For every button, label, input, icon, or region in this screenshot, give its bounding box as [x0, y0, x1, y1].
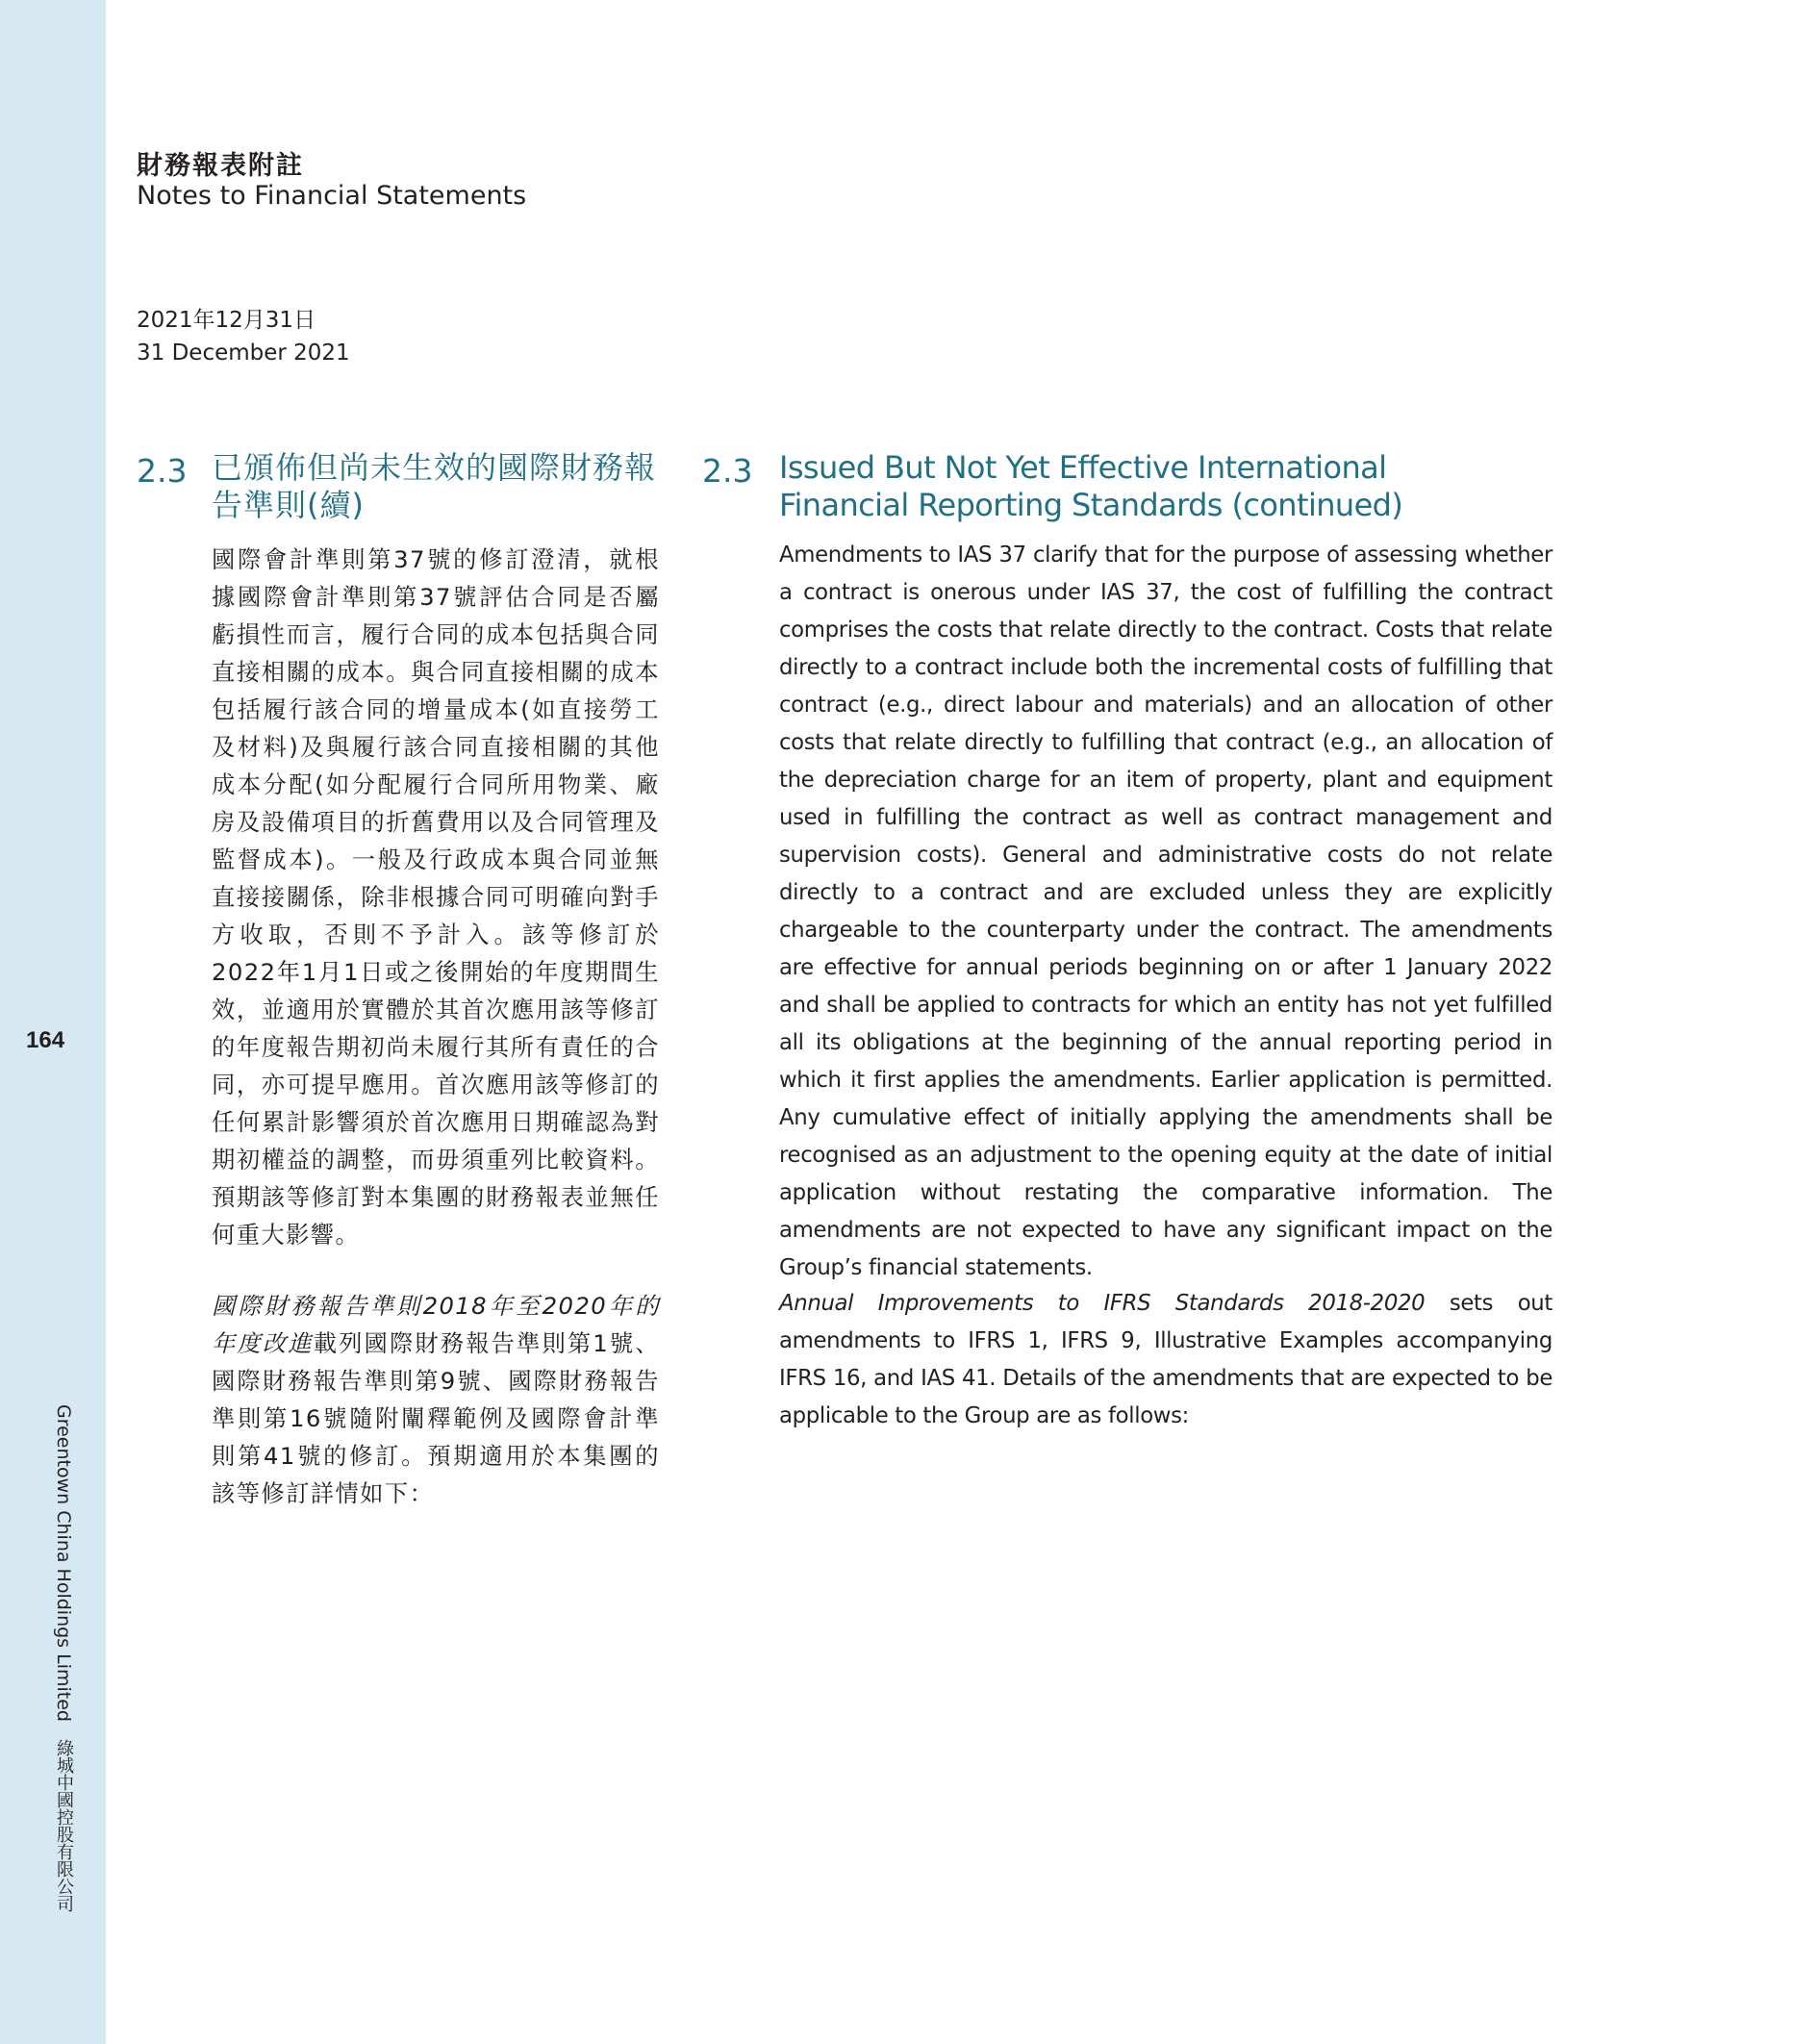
header-title-en: Notes to Financial Statements — [137, 181, 527, 211]
paragraph-en-2 — [779, 1285, 1552, 1435]
section-title-en: Issued But Not Yet Effective International Financial Reporting Standards (continued) — [779, 449, 1403, 523]
paragraph-en-1: Amendments to IAS 37 clarify that for the purpose of assessing whether a contract is onerous under IAS 37, the cost of fulfilling the contract comprises the costs that relate directly to the contract. Costs that relate directly to a contract include both the incremental costs of fulfilling that contract (e.g., direct labour and materials) and an allocation of other costs that relate directly to fulfilling that contract (e.g., an allocation of the depreciation charge for an item of property, plant and equipment used in fulfilling the contract as well as contract management and supervision costs). General and administrative costs do not relate directly to a contract and are excluded unless they are explicitly chargeable to the counterparty under the contract. The amendments are effective for annual periods beginning on or after 1 January 2022 and shall be applied to contracts for which an entity has not yet fulfilled all its obligations at the beginning of the annual reporting period in which it first applies the amendments. Earlier application is permitted. Any cumulative effect of initially applying the amendments shall be recognised as an adjustment to the opening equity at the date of initial application without restating the comparative information. The amendments are not expected to have any significant impact on the Group’s financial statements. — [779, 543, 1552, 1280]
date-en: 31 December 2021 — [137, 341, 350, 366]
company-name-vertical — [45, 1404, 76, 1912]
section-title-zh: 已頒佈但尚未生效的國際財務報告準則(續) — [212, 449, 657, 523]
paragraph-en-2-italic: Annual Improvements to IFRS Standards 2018-2020 — [779, 1291, 1426, 1316]
paragraph-zh-1: 國際會計準則第37號的修訂澄清，就根據國際會計準則第37號評估合同是否屬虧損性而言，履行合同的成本包括與合同直接相關的成本。與合同直接相關的成本包括履行該合同的增量成本(如直接勞工及材料)及與履行該合同直接相關的其他成本分配(如分配履行合同所用物業、廠房及設備項目的折舊費用以及合同管理及監督成本)。一般及行政成本與合同並無直接接關係，除非根據合同可明確向對手方收取，否則不予計入。該等修訂於2022年1月1日或之後開始的年度期間生效，並適用於實體於其首次應用該等修訂的年度報告期初尚未履行其所有責任的合同，亦可提早應用。首次應用該等修訂的任何累計影響須於首次應用日期確認為對期初權益的調整，而毋須重列比較資料。預期該等修訂對本集團的財務報表並無任何重大影響。 — [212, 545, 660, 1249]
paragraph-zh-2-italic: 國際財務報告準則2018年至2020年的年度改進 — [212, 1292, 660, 1357]
paragraph-en-2-rest: sets out amendments to IFRS 1, IFRS 9, Illustrative Examples accompanying IFRS 16, and IAS 41. Details of the amendments that are expected to be applicable to the Group are as follows: — [779, 1291, 1552, 1428]
company-name-zh: 綠城中國控股有限公司 — [54, 1738, 74, 1912]
header-title-zh: 財務報表附註 — [137, 151, 304, 181]
section-number-en: 2.3 — [702, 452, 753, 490]
paragraph-zh-2-rest: 載列國際財務報告準則第1號、國際財務報告準則第9號、國際財務報告準則第16號隨附闡釋範例及國際會計準則第41號的修訂。預期適用於本集團的該等修訂詳情如下： — [212, 1329, 660, 1507]
date-zh: 2021年12月31日 — [137, 308, 316, 333]
paragraph-zh-2 — [212, 1287, 660, 1512]
section-number-zh: 2.3 — [137, 452, 188, 490]
company-name-en: Greentown China Holdings Limited — [53, 1404, 74, 1722]
page-number: 164 — [26, 1027, 65, 1053]
